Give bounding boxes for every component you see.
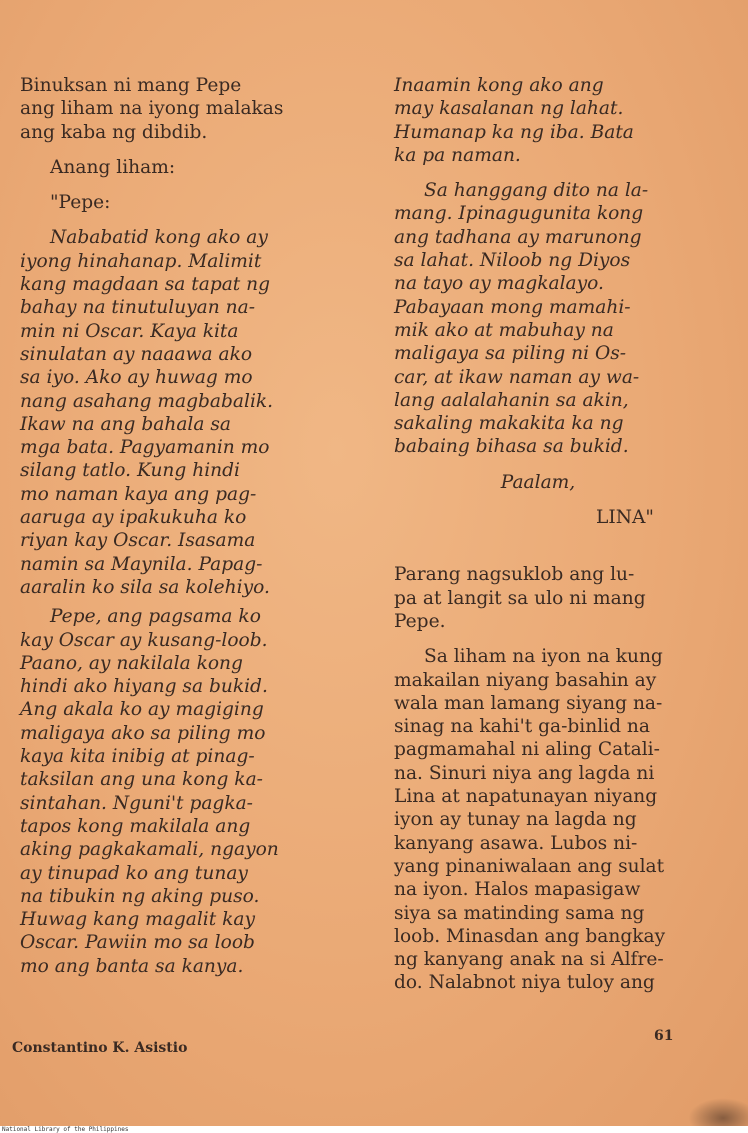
- page-corner-shadow: [688, 1098, 748, 1126]
- right-paragraph-4: Sa liham na iyon na kung makailan niyang basahin ay wala man lamang siyang na- sinag na kahi't ga-binlid na pagmamahal ni aling Catali- na. Sinuri niya ang lagda ni Lina at napatunayan niyang iyon ay tunay na lagda ng kanyang asawa. Lubos ni- yang pinaniwalaan ang sulat na iyon. Halos mapasigaw siya sa matinding sama ng loob. Minasdan ang bangkay ng kanyang anak na si Alfre- do. Nalabnot niya tuloy ang: [394, 646, 666, 994]
- right-paragraph-2: Sa hanggang dito na la- mang. Ipinagugunita kong ang tadhana ay marunong sa lahat. Niloob ng Diyos na tayo ay magkalayo. Pabayaan mong mamahi- mik ako at mabuhay na maligaya sa piling ni Os- car, at ikaw naman ay wa- lang aalalahanin sa akin, sakaling makakita ka ng babaing bihasa sa bukid.: [394, 180, 649, 458]
- left-paragraph-2: Anang liham:: [50, 156, 176, 178]
- right-column: [394, 74, 682, 1007]
- left-paragraph-3: "Pepe:: [50, 192, 111, 214]
- right-paragraph-3: Parang nagsuklob ang lu- pa at langit sa ulo ni mang Pepe.: [394, 564, 646, 632]
- right-paragraph-1: Inaamin kong ako ang may kasalanan ng lahat. Humanap ka ng iba. Bata ka pa naman.: [394, 75, 634, 166]
- library-footer: National Library of the Philippines: [2, 1126, 129, 1133]
- letter-closing: Paalam,: [500, 471, 576, 493]
- left-paragraph-5: Pepe, ang pagsama ko kay Oscar ay kusang-loob. Paano, ay nakilala kong hindi ako hiyang sa bukid. Ang akala ko ay magiging maligaya ako sa piling mo kaya kita inibig at pinag- taksilan ang una kong ka- sintahan. Nguni't pagka- tapos kong makilala ang aking pagkakamali, ngayon ay tinupad ko ang tunay na tibukin ng aking puso. Huwag kang magalit kay Oscar. Pawiin mo sa loob mo ang banta sa kanya.: [20, 606, 279, 977]
- author-name: Constantino K. Asistio: [12, 1040, 188, 1056]
- left-paragraph-4: Nababatid kong ako ay iyong hinahanap. Malimit kang magdaan sa tapat ng bahay na tinutuluyan na- min ni Oscar. Kaya kita sinulatan ay naaawa ako sa iyo. Ako ay huwag mo nang asahang magbabalik. Ikaw na ang bahala sa mga bata. Pagyamanin mo silang tatlo. Kung hindi mo naman kaya ang pag- aaruga ay ipakukuha ko riyan kay Oscar. Isasama namin sa Maynila. Papag- aaralin ko sila sa kolehiyo.: [20, 227, 274, 598]
- letter-signature: LINA": [596, 507, 654, 529]
- left-column: [20, 74, 337, 990]
- left-paragraph-1: Binuksan ni mang Pepe ang liham na iyong malakas ang kaba ng dibdib.: [20, 75, 284, 143]
- page-number: 61: [654, 1028, 674, 1044]
